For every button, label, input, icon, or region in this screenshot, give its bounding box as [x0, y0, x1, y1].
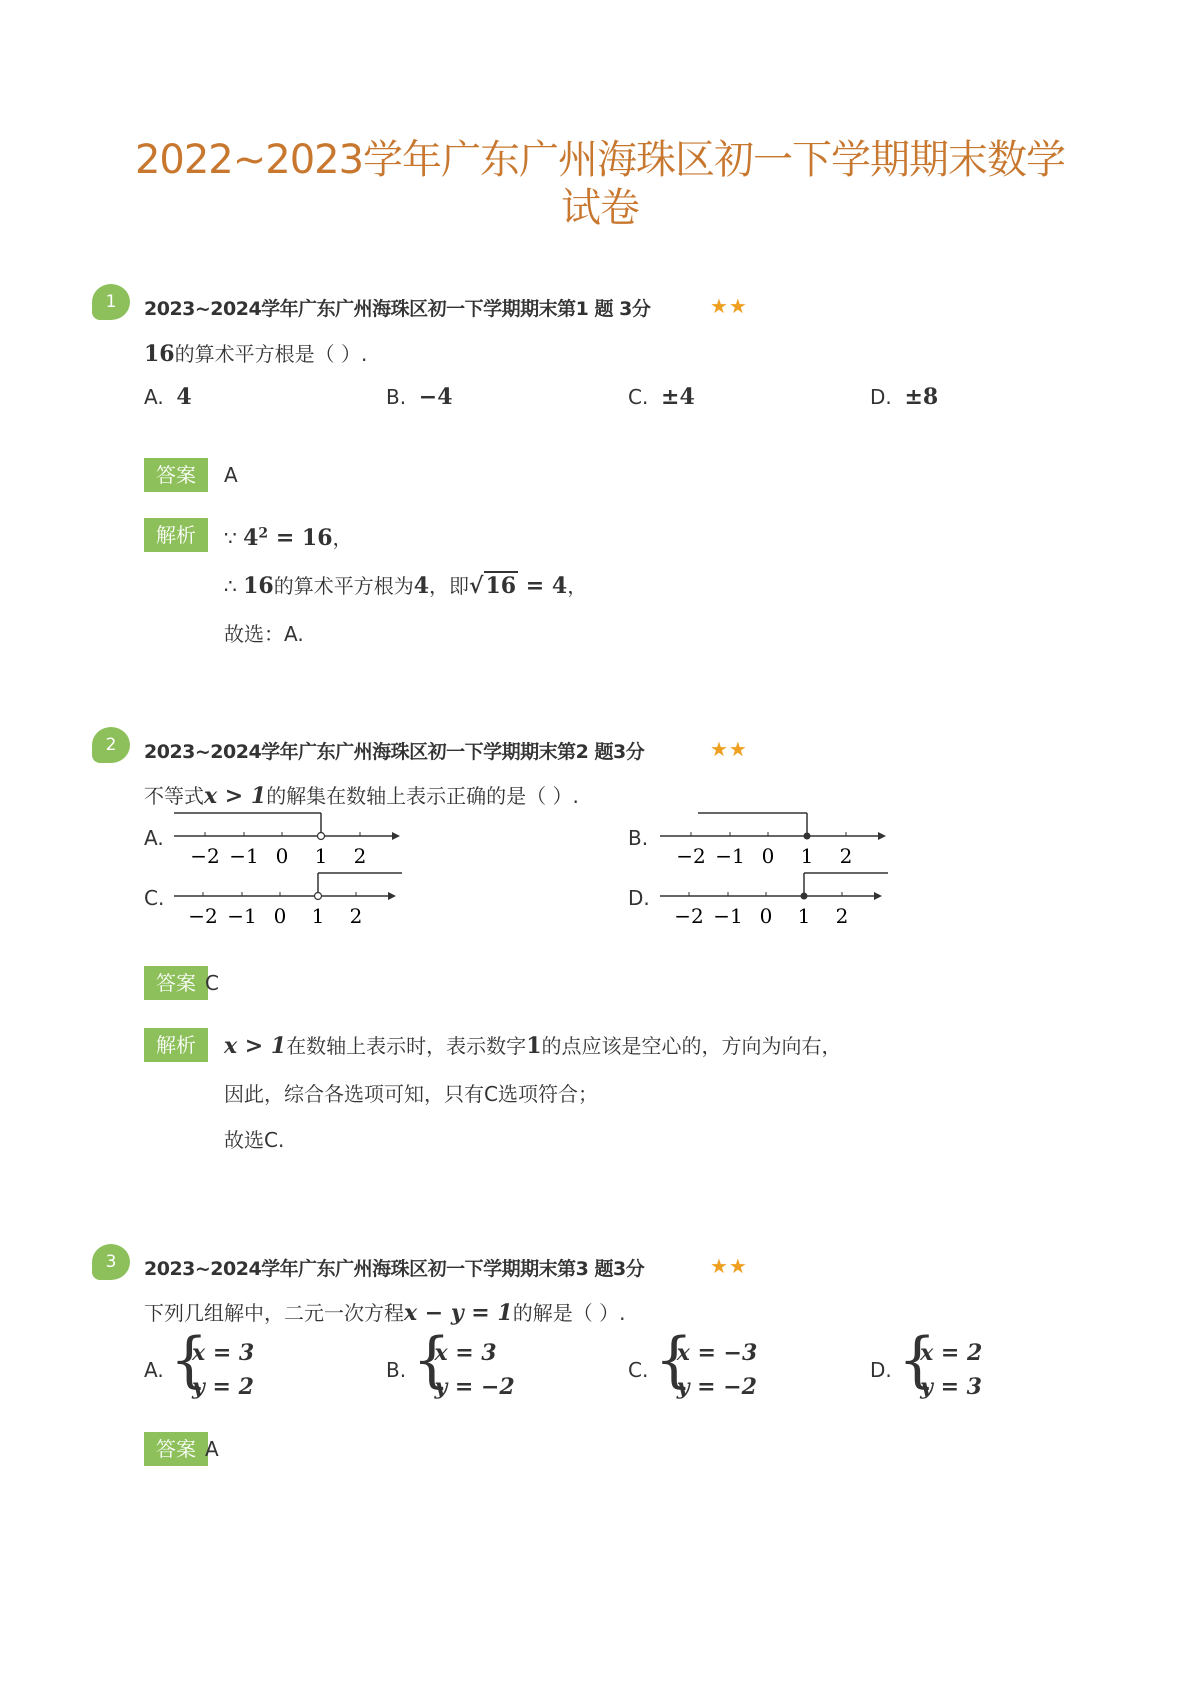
brace: {: [170, 1325, 209, 1395]
question-stem: [144, 780, 579, 809]
stem-math: x > 1: [204, 783, 267, 809]
title-line-2: 试卷: [561, 185, 639, 231]
punctuation: ，: [567, 574, 588, 598]
option-value: ±8: [904, 384, 939, 410]
tick-label: 1: [314, 844, 328, 868]
equation-x: x = 3: [434, 1340, 497, 1366]
option-a[interactable]: [144, 1325, 255, 1404]
tick-label: −1: [715, 844, 745, 868]
analysis-line-2: [224, 570, 587, 599]
tick-label: 0: [759, 904, 773, 928]
difficulty-stars: ★★: [710, 1254, 748, 1278]
equation-y: y = 2: [192, 1374, 254, 1400]
answer-tag: 答案: [144, 1432, 208, 1466]
option-label: D.: [870, 1358, 892, 1382]
option-d-number-line[interactable]: [656, 868, 896, 928]
question-header: 2023~2024学年广东广州海珠区初一下学期期末第3 题3分: [144, 1258, 645, 1280]
option-c-label[interactable]: C.: [144, 886, 165, 910]
option-b-number-line[interactable]: [656, 808, 896, 868]
option-label: B.: [386, 1358, 407, 1382]
tick-label: 1: [797, 904, 811, 928]
stem-text: 不等式: [144, 784, 204, 808]
analysis-text: ，即: [429, 574, 470, 598]
analysis-tag: 解析: [144, 1028, 208, 1062]
option-b[interactable]: [386, 384, 453, 410]
sqrt-symbol: √: [469, 573, 484, 599]
option-label: A.: [144, 385, 164, 409]
option-d-label[interactable]: D.: [628, 886, 650, 910]
tick-label: −1: [227, 904, 257, 928]
page-title: [100, 136, 1100, 232]
tick-label: 2: [349, 904, 363, 928]
tick-label: −2: [674, 904, 704, 928]
question-header: 2023~2024学年广东广州海珠区初一下学期期末第2 题3分: [144, 741, 645, 763]
option-b[interactable]: [386, 1325, 515, 1404]
equation-system: [898, 1325, 983, 1404]
answer-value: A: [224, 463, 238, 487]
sqrt-radicand: 16: [485, 573, 517, 599]
math-exponent: 2: [258, 525, 269, 542]
question-stem: [144, 338, 367, 367]
analysis-line-1: [224, 522, 353, 551]
equation-x: x = 2: [920, 1340, 983, 1366]
analysis-text: 的点应该是空心的，方向为向右，: [541, 1034, 842, 1058]
tick-label: 2: [353, 844, 367, 868]
title-line-1: 2022~2023学年广东广州海珠区初一下学期期末数学: [134, 137, 1066, 183]
math-value: 16: [243, 573, 274, 599]
stem-text: 的解集在数轴上表示正确的是（ ）.: [266, 784, 579, 808]
analysis-line-3: 故选：A.: [224, 622, 304, 646]
option-value: ±4: [661, 384, 695, 410]
option-value: 4: [176, 384, 192, 410]
answer-tag: 答案: [144, 966, 208, 1000]
question-stem: [144, 1297, 625, 1326]
equation-x: x = −3: [676, 1340, 758, 1366]
answer-value: C: [205, 971, 219, 995]
tick-label: −2: [190, 844, 220, 868]
analysis-text: 在数轴上表示时，表示数字: [286, 1034, 527, 1058]
tick-label: −1: [229, 844, 259, 868]
tick-label: −2: [676, 844, 706, 868]
brace: {: [654, 1325, 693, 1395]
equation-x: x = 3: [192, 1340, 255, 1366]
option-d[interactable]: [870, 384, 938, 410]
math-inequality: x > 1: [224, 1033, 287, 1059]
equation-y: y = 3: [920, 1374, 982, 1400]
option-label: C.: [628, 385, 649, 409]
answer-tag: 答案: [144, 458, 208, 492]
tick-label: 0: [761, 844, 775, 868]
tick-label: 0: [275, 844, 289, 868]
equation-system: [412, 1325, 515, 1404]
analysis-line-2: 因此，综合各选项可知，只有C选项符合；: [224, 1082, 598, 1106]
answer-value: A: [205, 1437, 219, 1461]
math-base: 4: [243, 525, 259, 551]
math-equals: = 4: [518, 573, 568, 599]
option-a[interactable]: [144, 384, 192, 410]
tick-label: 2: [835, 904, 849, 928]
difficulty-stars: ★★: [710, 737, 748, 761]
stem-math: 16: [144, 341, 175, 367]
equation-y: y = −2: [434, 1374, 515, 1400]
brace: {: [898, 1325, 937, 1395]
question-number-badge: 3: [92, 1244, 130, 1280]
tick-label: −2: [188, 904, 218, 928]
option-a-label[interactable]: A.: [144, 826, 164, 850]
because-symbol: ∵: [224, 526, 244, 550]
option-c[interactable]: [628, 1325, 758, 1404]
option-d[interactable]: [870, 1325, 983, 1404]
tick-label: 2: [839, 844, 853, 868]
option-label: A.: [144, 1358, 164, 1382]
analysis-line-1: [224, 1030, 842, 1059]
math-value: 1: [526, 1033, 542, 1059]
math-value: 4: [413, 573, 430, 599]
stem-math: x − y = 1: [404, 1300, 513, 1326]
question-header: 2023~2024学年广东广州海珠区初一下学期期末第1 题 3分: [144, 298, 651, 320]
question-number-badge: 2: [92, 727, 130, 763]
stem-text: 下列几组解中，二元一次方程: [144, 1301, 404, 1325]
option-value: −4: [418, 384, 453, 410]
analysis-line-3: 故选C.: [224, 1128, 285, 1152]
tick-label: 0: [273, 904, 287, 928]
stem-text: 的解是（ ）.: [512, 1301, 626, 1325]
brace: {: [412, 1325, 451, 1395]
option-label: C.: [628, 1358, 649, 1382]
tick-label: 1: [800, 844, 814, 868]
difficulty-stars: ★★: [710, 294, 748, 318]
tick-label: −1: [713, 904, 743, 928]
option-a-number-line[interactable]: [170, 808, 410, 868]
tick-label: 1: [311, 904, 325, 928]
option-c[interactable]: [628, 384, 695, 410]
math-equals: = 16: [268, 525, 333, 551]
option-label: D.: [870, 385, 892, 409]
analysis-text: 的算术平方根为: [273, 574, 414, 598]
question-number-badge: 1: [92, 284, 130, 320]
therefore-symbol: ∴: [224, 574, 244, 598]
equation-system: [654, 1325, 758, 1404]
option-label: B.: [386, 385, 407, 409]
punctuation: ，: [332, 526, 353, 550]
option-b-label[interactable]: B.: [628, 826, 649, 850]
equation-y: y = −2: [676, 1374, 757, 1400]
stem-text: 的算术平方根是（ ）.: [174, 342, 368, 366]
analysis-tag: 解析: [144, 518, 208, 552]
option-c-number-line[interactable]: [170, 868, 410, 928]
equation-system: [170, 1325, 255, 1404]
